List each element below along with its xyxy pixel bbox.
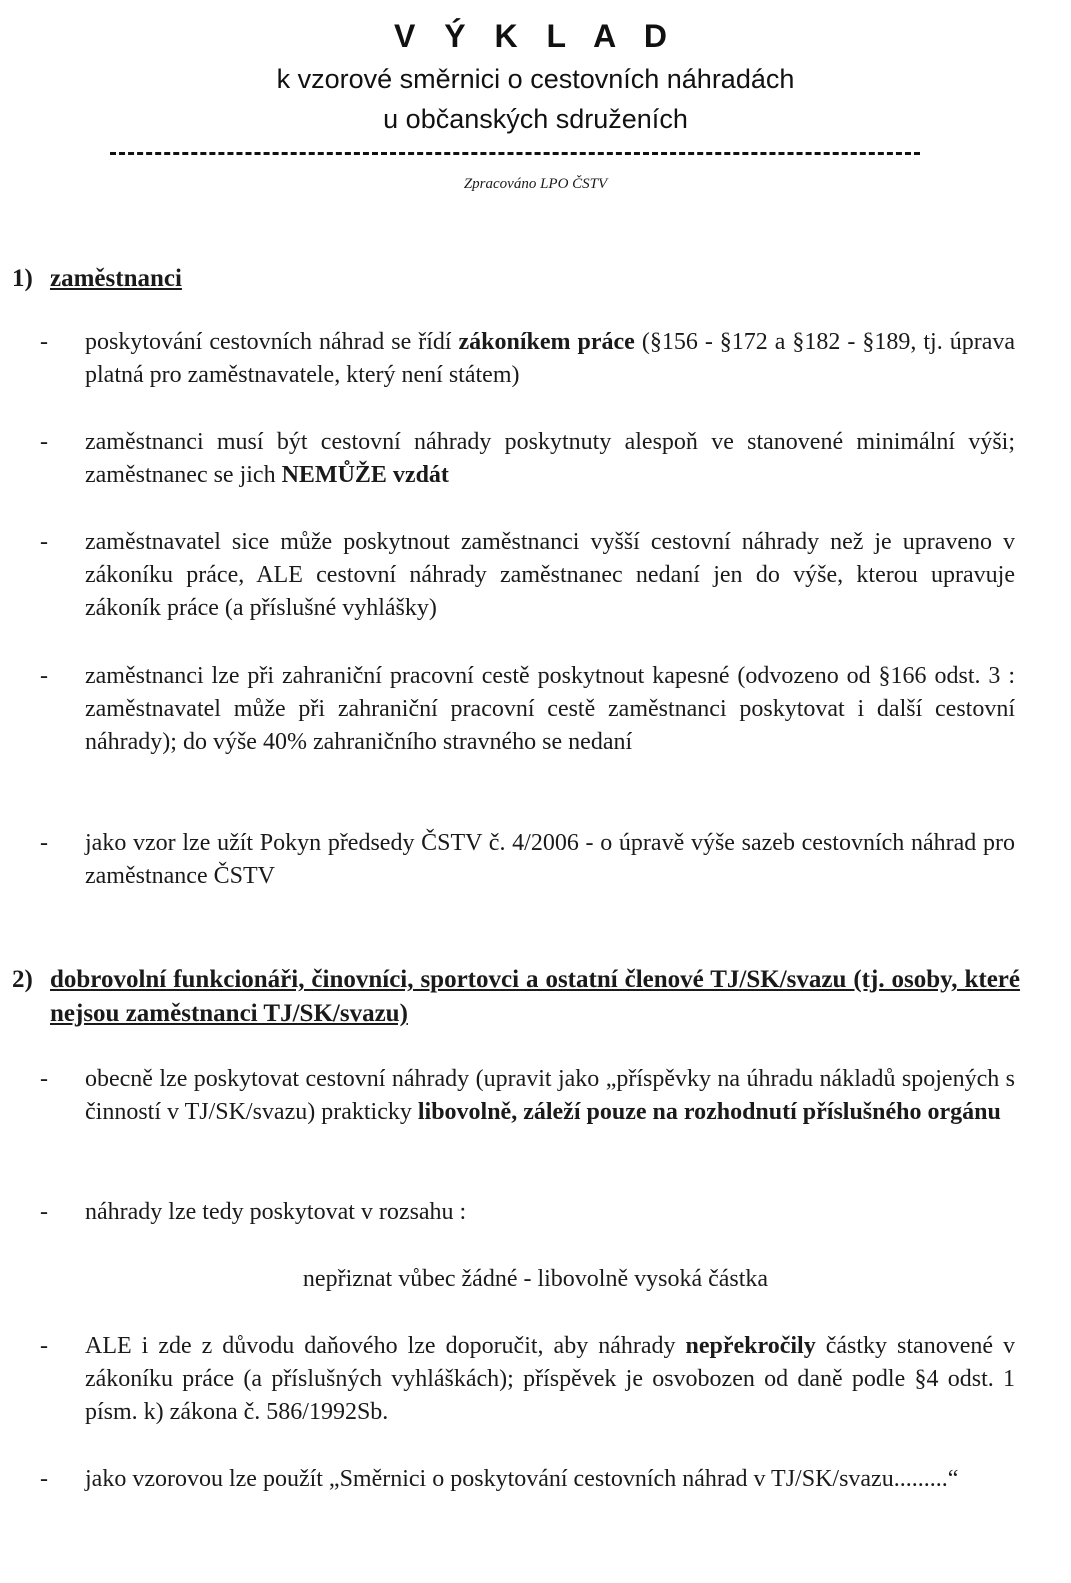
prepared-by: Zpracováno LPO ČSTV bbox=[463, 176, 608, 192]
title-line-1: k vzorové směrnici o cestovních náhradách bbox=[276, 64, 795, 94]
section-title: zaměstnanci bbox=[50, 265, 182, 292]
document-title: V Ý K L A D bbox=[393, 18, 678, 54]
list-item-text: jako vzorovou lze použít „Směrnici o poskytování cestovních náhrad v TJ/SK/svazu.........“ bbox=[85, 1466, 959, 1492]
list-item-text: zaměstnanci musí být cestovní náhrady poskytnuty alespoň ve stanovené minimální výši; zaměstnanec se jich NEMŮŽE vzdát bbox=[85, 429, 1015, 488]
bullet-dash: - bbox=[40, 329, 48, 355]
title-line-2: u občanských sdruženích bbox=[383, 104, 688, 134]
list-item-text: jako vzor lze užít Pokyn předsedy ČSTV č. 4/2006 - o úpravě výše sazeb cestovních náhrad pro zaměstnance ČSTV bbox=[85, 830, 1015, 889]
bullet-dash: - bbox=[40, 1333, 48, 1359]
section-title: dobrovolní funkcionáři, činovníci, sportovci a ostatní členové TJ/SK/svazu (tj. osoby, které nejsou zaměstnanci TJ/SK/svazu) bbox=[50, 966, 1020, 1027]
range-line: nepřiznat vůbec žádné - libovolně vysoká částka bbox=[302, 1266, 769, 1292]
section-number: 2) bbox=[12, 966, 33, 993]
bullet-dash: - bbox=[40, 529, 48, 555]
list-item-text: ALE i zde z důvodu daňového lze doporučit, aby náhrady nepřekročily částky stanovené v zákoníku práce (a příslušných vyhláškách); příspěvek je osvobozen od daně podle §4 odst. 1 písm. k) zákona č. 586/1992Sb. bbox=[85, 1333, 1015, 1425]
list-item-text: poskytování cestovních náhrad se řídí zákoníkem práce (§156 - §172 a §182 - §189, tj. úprava platná pro zaměstnavatele, který není státem) bbox=[85, 329, 1016, 388]
list-item-text: zaměstnanci lze při zahraniční pracovní cestě poskytnout kapesné (odvozeno od §166 odst. 3 : zaměstnavatel může při zahraniční pracovní cestě zaměstnanci poskytovat i další cestovní náhrady); do výše 40% zahraničního stravného se nedaní bbox=[85, 663, 1015, 755]
bullet-dash: - bbox=[40, 830, 48, 856]
list-item-text: náhrady lze tedy poskytovat v rozsahu : bbox=[85, 1199, 467, 1225]
bullet-dash: - bbox=[40, 1466, 48, 1492]
bullet-dash: - bbox=[40, 1199, 48, 1225]
list-item-text: obecně lze poskytovat cestovní náhrady (upravit jako „příspěvky na úhradu nákladů spojených s činností v TJ/SK/svazu) prakticky libovolně, záleží pouze na rozhodnutí příslušného orgánu bbox=[85, 1066, 1015, 1125]
section-1-heading bbox=[12, 262, 1052, 296]
bullet-dash: - bbox=[40, 429, 48, 455]
bullet-dash: - bbox=[40, 1066, 48, 1092]
section-2-heading bbox=[12, 963, 1052, 1033]
list-item-text: zaměstnavatel sice může poskytnout zaměstnanci vyšší cestovní náhrady než je upraveno v zákoníku práce, ALE cestovní náhrady zaměstnanec nedaní jen do výše, kterou upravuje zákoník práce (a příslušné vyhlášky) bbox=[85, 529, 1015, 621]
bullet-dash: - bbox=[40, 663, 48, 689]
section-number: 1) bbox=[12, 265, 33, 292]
dashed-divider bbox=[110, 152, 920, 155]
